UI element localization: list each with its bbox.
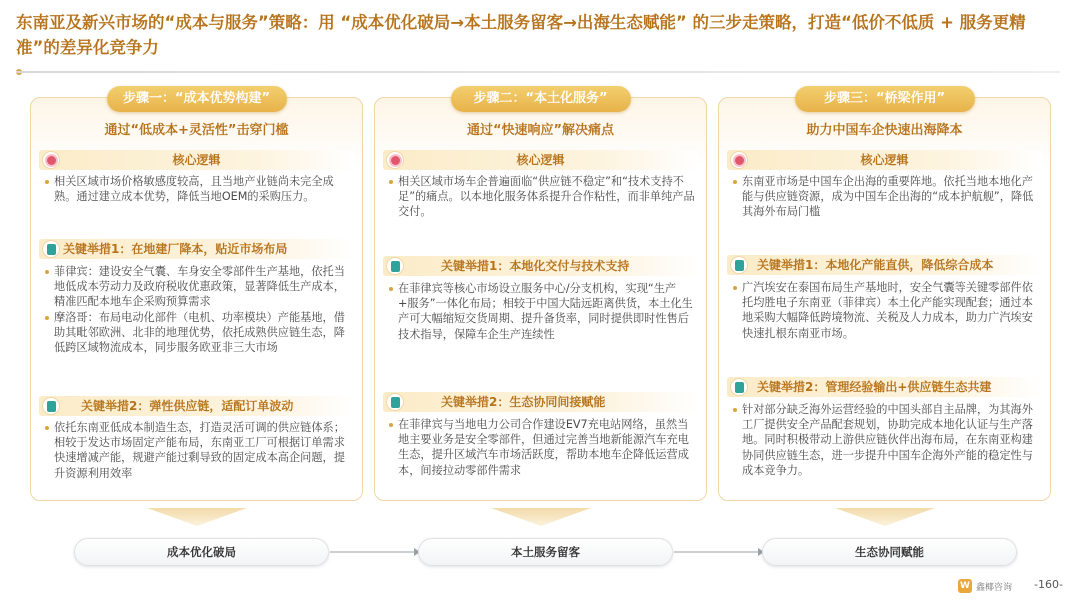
- measure-2-bar: [727, 377, 1042, 397]
- measure-2-paragraph: 针对部分缺乏海外运营经验的中国头部自主品牌，为其海外工厂提供安全产品配套规划，协助完成本地化认证与生产落地。同时积极带动上游供应链伙伴出海布局，在东南亚构建协同供应链生态，进一步提升中国车企海外产能的稳定性与成本竞争力。: [733, 402, 1040, 478]
- measure-1-label: 关键举措1：本地化交付与技术支持: [441, 259, 630, 273]
- flow-step-3: 生态协同赋能: [762, 538, 1017, 566]
- measure-2-paragraph: 在菲律宾与当地电力公司合作建设EV7充电站网络，虽然当地主要业务是安全零部件，但通过完善当地新能源汽车充电生态，提升区域汽车市场活跃度，帮助本地车企降低运营成本，间接拉动零部件需求: [389, 417, 696, 478]
- brand-icon: W: [958, 579, 972, 593]
- measure-2-paragraph: 依托东南亚低成本制造生态，打造灵活可调的供应链体系；相较于发达市场固定产能布局，东南亚工厂可根据订单需求快速增减产能，规避产能过剩导致的固定成本高企问题，提升资源利用效率: [45, 420, 352, 481]
- core-logic-text: [45, 174, 352, 204]
- core-logic-bar: [383, 150, 698, 170]
- measure-1-text: [733, 280, 1040, 341]
- measure-1-label: 关键举措1：在地建厂降本，贴近市场布局: [63, 242, 288, 256]
- document-icon: [42, 240, 60, 258]
- arrow-right-icon: [330, 545, 420, 559]
- step-card-1: [30, 91, 363, 501]
- chevron-down-icon: [835, 508, 935, 526]
- measure-1-text: [45, 264, 352, 355]
- measure-1-item: 菲律宾：建设安全气囊、车身安全零部件生产基地，依托当地低成本劳动力及政府税收优惠政策，显著降低生产成本，精准匹配本地车企采购预算需求: [45, 264, 352, 310]
- measure-2-bar: [383, 392, 698, 412]
- document-icon: [730, 256, 748, 274]
- measure-1-bar: [727, 255, 1042, 275]
- page-number: -160-: [1034, 578, 1063, 591]
- step-3-pill: 步骤三：“桥梁作用”: [795, 86, 975, 112]
- measure-1-bar: [383, 256, 698, 276]
- measure-1-paragraph: 广汽埃安在泰国布局生产基地时，安全气囊等关键零部件依托均胜电子东南亚（菲律宾）本土化产能实现配套；通过本地采购大幅降低跨境物流、关税及人力成本，助力广汽埃安快速扎根东南亚市场。: [733, 280, 1040, 341]
- core-logic-bar: [39, 150, 354, 170]
- core-logic-text: [733, 174, 1040, 220]
- flow-step-2: 本土服务留客: [418, 538, 673, 566]
- measure-2-label: 关键举措2：管理经验输出+供应链生态共建: [757, 380, 992, 394]
- document-icon: [386, 257, 404, 275]
- step-card-2: [374, 91, 707, 501]
- step-2-pill: 步骤二：“本土化服务”: [451, 86, 631, 112]
- measure-2-text: [45, 420, 352, 481]
- core-logic-paragraph: 东南亚市场是中国车企出海的重要阵地。依托当地本地化产能与供应链资源，成为中国车企出海的“成本护航舰”，降低其海外布局门槛: [733, 174, 1040, 220]
- measure-2-label: 关键举措2：弹性供应链，适配订单波动: [81, 399, 294, 413]
- chevron-down-icon: [147, 508, 247, 526]
- measure-2-text: [733, 402, 1040, 478]
- step-card-3: [718, 91, 1051, 501]
- measure-1-text: [389, 281, 696, 342]
- page-title: 东南亚及新兴市场的“成本与服务”策略：用 “成本优化破局→本土服务留客→出海生态赋能” 的三步走策略，打造“低价不低质 + 服务更精准”的差异化竞争力: [16, 13, 1026, 57]
- title-divider: [16, 71, 1060, 73]
- measure-2-bar: [39, 396, 354, 416]
- document-icon: [730, 378, 748, 396]
- step-1-heading: 通过“低成本+灵活性”击穿门槛: [104, 123, 289, 138]
- arrow-right-icon: [674, 545, 764, 559]
- step-2-heading: 通过“快速响应”解决痛点: [466, 123, 615, 138]
- step-1-pill: 步骤一：“成本优势构建”: [107, 86, 287, 112]
- core-logic-paragraph: 相关区域市场价格敏感度较高，且当地产业链尚未完全成熟。通过建立成本优势，降低当地OEM的采购压力。: [45, 174, 352, 204]
- core-logic-label: 核心逻辑: [516, 153, 565, 167]
- measure-2-label: 关键举措2：生态协同间接赋能: [441, 395, 606, 409]
- measure-1-bar: [39, 239, 354, 259]
- step-3-heading: 助力中国车企快速出海降本: [806, 123, 963, 138]
- flow-step-1: 成本优化破局: [74, 538, 329, 566]
- core-logic-label: 核心逻辑: [860, 153, 909, 167]
- measure-1-label: 关键举措1：本地化产能直供，降低综合成本: [757, 258, 994, 272]
- core-logic-text: [389, 174, 696, 220]
- core-logic-paragraph: 相关区域市场车企普遍面临“供应链不稳定”和“技术支持不足”的痛点。以本地化服务体系提升合作粘性，而非单纯产品交付。: [389, 174, 696, 220]
- document-icon: [386, 393, 404, 411]
- core-logic-bar: [727, 150, 1042, 170]
- brand-name: 鑫椰咨询: [976, 582, 1013, 593]
- chevron-down-icon: [491, 508, 591, 526]
- core-logic-label: 核心逻辑: [172, 153, 221, 167]
- measure-2-text: [389, 417, 696, 478]
- brand-logo: [958, 578, 1012, 594]
- document-icon: [42, 397, 60, 415]
- measure-1-paragraph: 在菲律宾等核心市场设立服务中心/分支机构，实现“生产+服务”一体化布局；相较于中国大陆远距离供货，本土化生产可大幅缩短交货周期、提升备货率，同时提供即时性售后技术指导，保障车企生产连续性: [389, 281, 696, 342]
- measure-1-item: 摩洛哥：布局电动化部件（电机、功率模块）产能基地，借助其毗邻欧洲、北非的地理优势，依托成熟供应链生态，降低跨区域物流成本，同步服务欧亚非三大市场: [45, 310, 352, 356]
